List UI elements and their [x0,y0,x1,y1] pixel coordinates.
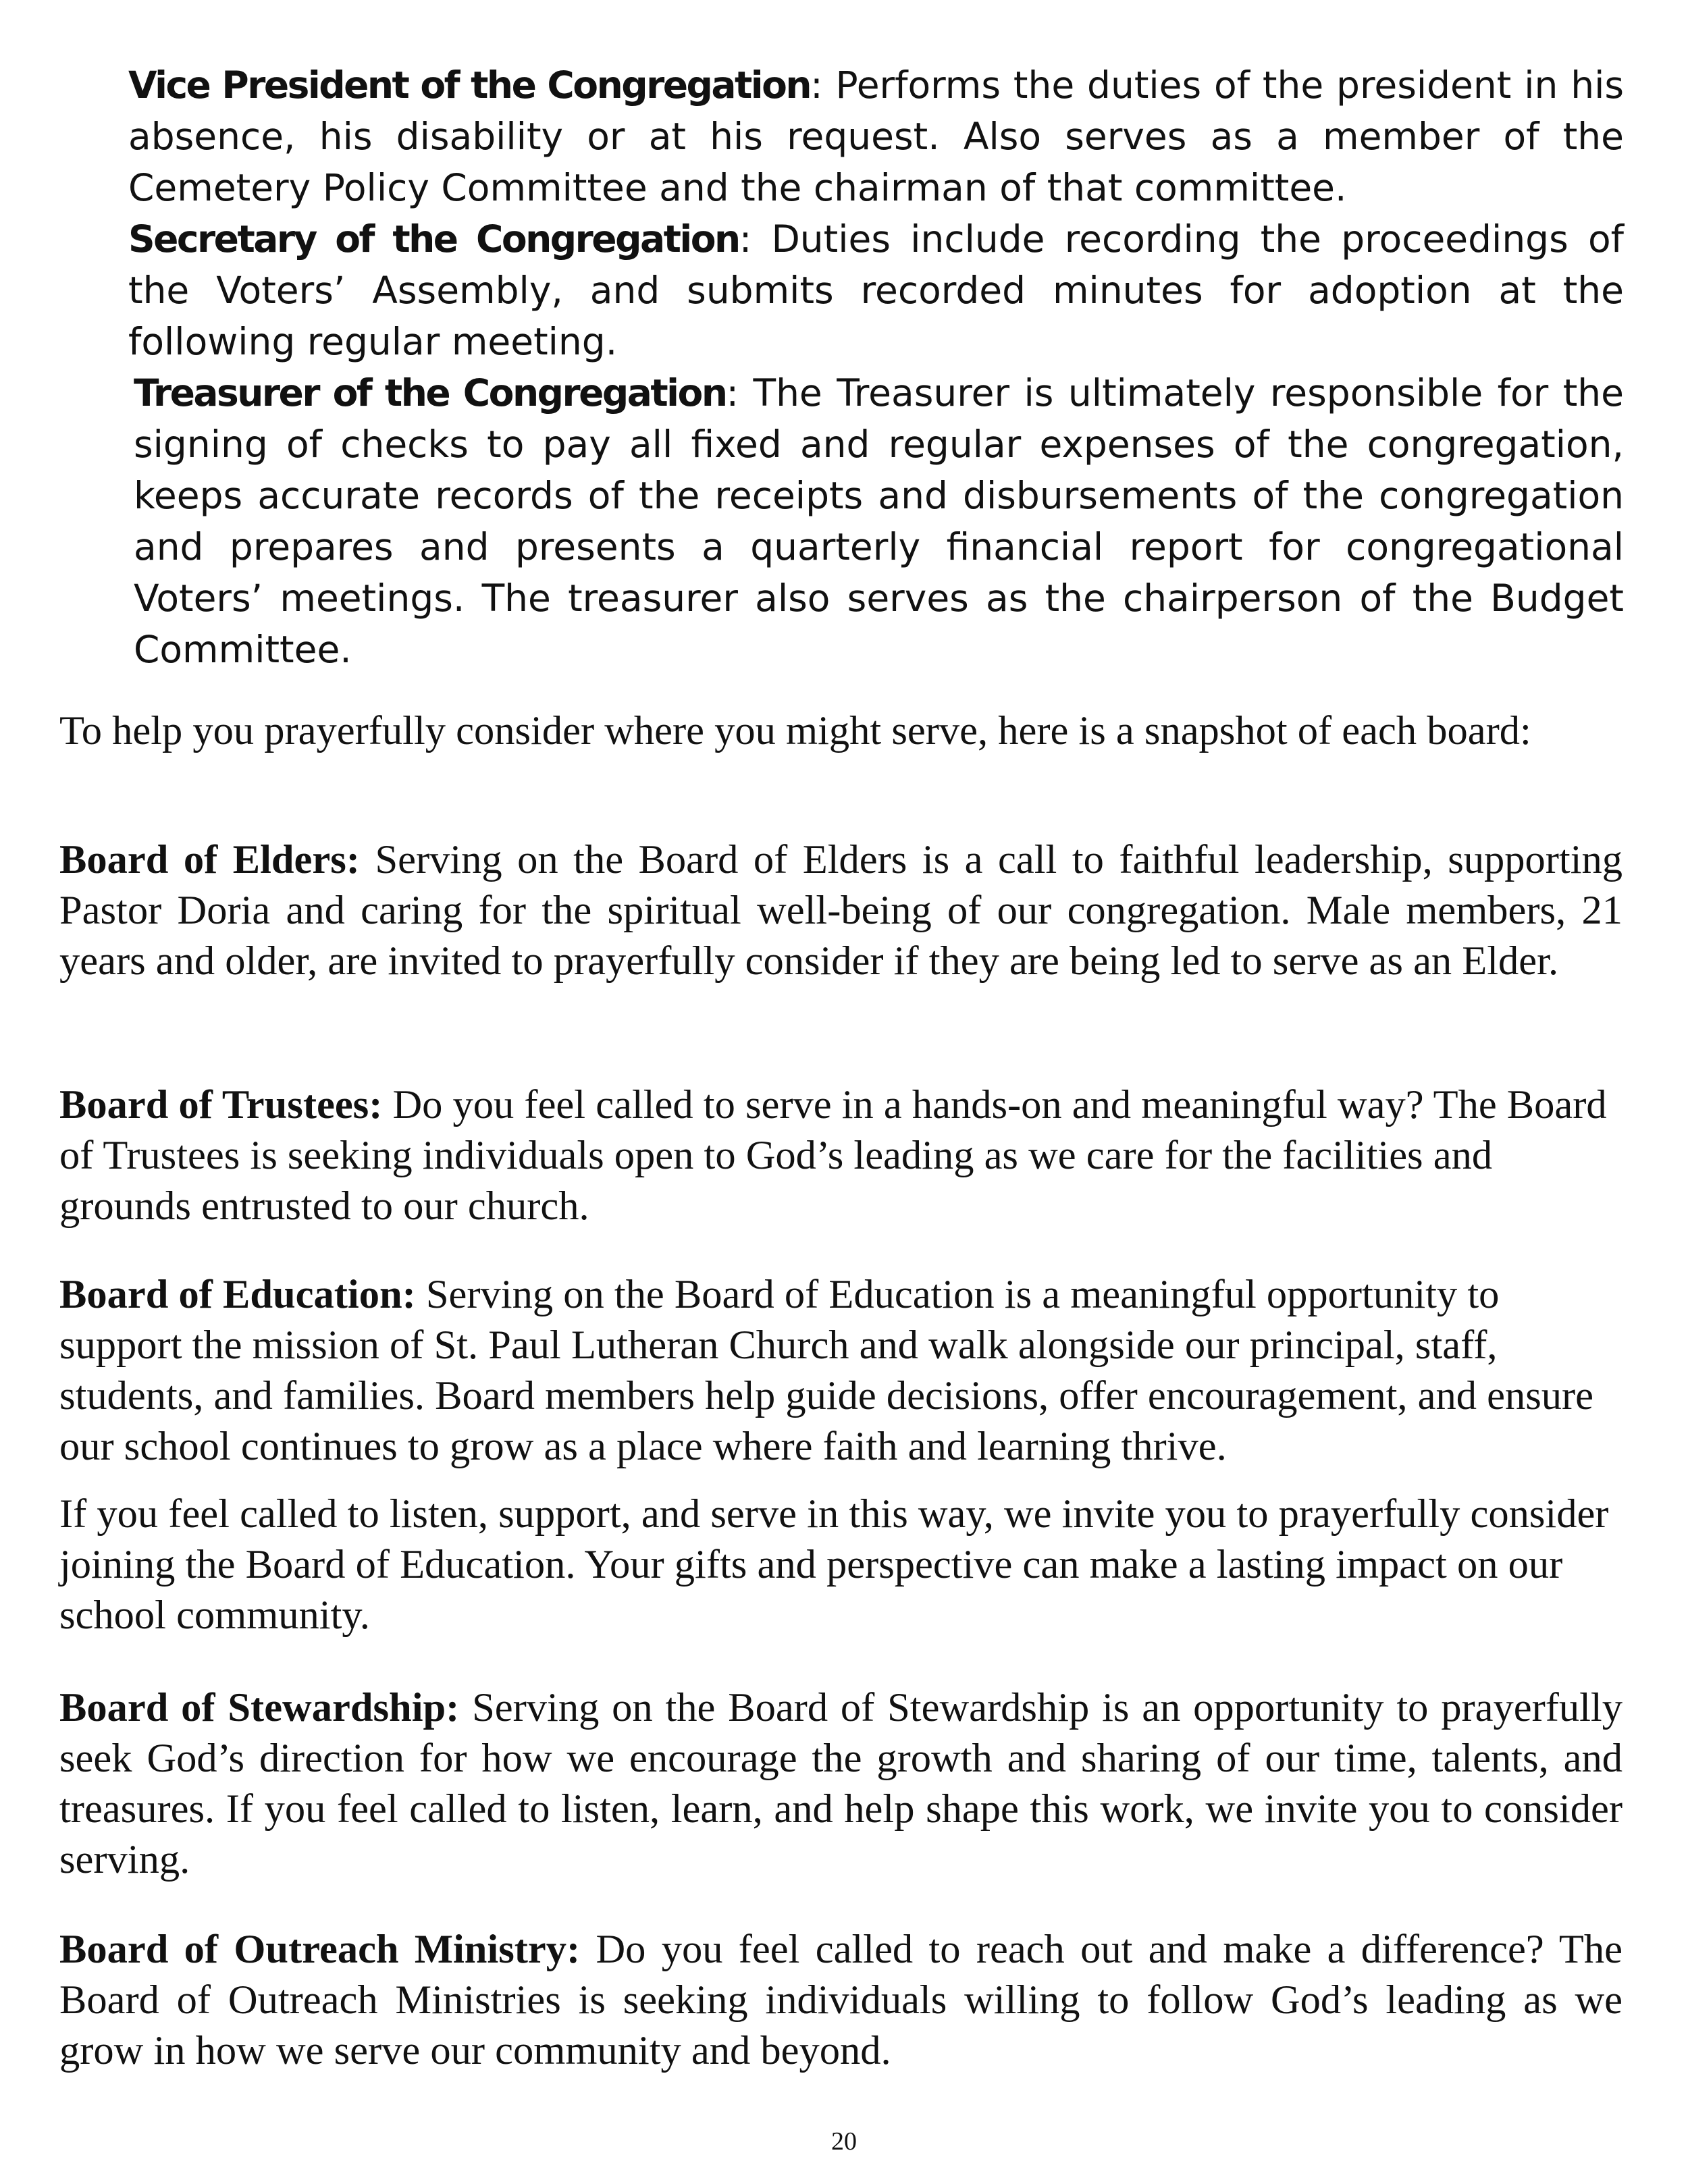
board-trustees-label: Board of Trustees: [59,1082,383,1127]
board-elders-paragraph [59,834,1623,986]
board-trustees-text: Do you feel called to serve in a hands-on and meaningful way? The Board of Trustees is seeking individuals open to God’s leading as we care for the facilities and grounds entrusted to our church. [59,1082,1607,1229]
board-outreach-paragraph [59,1924,1623,2076]
page-number: 20 [831,2127,857,2156]
board-elders-text: Serving on the Board of Elders is a call to faithful leadership, supporting Pastor Doria and caring for the spiritual well-being of our congregation. Male members, 21 years and older, are invited to prayerfully consider if they are being led to serve as an Elder. [59,837,1623,984]
treasurer-label: Treasurer of the Congregation [134,371,727,415]
board-stewardship-paragraph [59,1682,1623,1885]
intro-paragraph: To help you prayerfully consider where you might serve, here is a snapshot of each board: [59,708,1531,753]
board-education-paragraph [59,1269,1623,1472]
secretary-text: : Duties include recording the proceedings of the Voters’ Assembly, and submits recorded minutes for adoption at the following regular meeting. [128,217,1624,363]
vice-president-text: : Performs the duties of the president in his absence, his disability or at his request. Also serves as a member of the Cemetery Policy Committee and the chairman of that committee. [128,63,1624,209]
board-education-invite-paragraph [59,1489,1623,1641]
board-education-text: Serving on the Board of Education is a meaningful opportunity to support the mission of St. Paul Lutheran Church and walk alongside our principal, staff, students, and families. Board members help guide decisions, offer encouragement, and ensure our school continues to grow as a place where faith and learning thrive. [59,1272,1593,1469]
board-outreach-label: Board of Outreach Ministry: [59,1927,581,1972]
board-education-label: Board of Education: [59,1272,416,1317]
treasurer-text: : The Treasurer is ultimately responsible for the signing of checks to pay all fixed and regular expenses of the congregation, keeps accurate records of the receipts and disbursements of the congregation and prepares and presents a quarterly financial report for congregational Voters’ meetings. The treasurer also serves as the chairperson of the Budget Committee. [134,371,1624,671]
board-education-invite-text: If you feel called to listen, support, and serve in this way, we invite you to prayerfully consider joining the Board of Education. Your gifts and perspective can make a lasting impact on our school community. [59,1491,1609,1638]
secretary-paragraph [128,213,1624,367]
treasurer-paragraph [134,367,1624,675]
board-elders-label: Board of Elders: [59,837,360,882]
board-outreach-text: Do you feel called to reach out and make a difference? The Board of Outreach Ministries is seeking individuals willing to follow God’s leading as we grow in how we serve our community and beyond. [59,1927,1623,2073]
vice-president-paragraph [128,59,1624,213]
board-trustees-paragraph [59,1080,1623,1231]
board-stewardship-label: Board of Stewardship: [59,1685,460,1730]
board-stewardship-text: Serving on the Board of Stewardship is an opportunity to prayerfully seek God’s direction for how we encourage the growth and sharing of our time, talents, and treasures. If you feel called to listen, learn, and help shape this work, we invite you to consider serving. [59,1685,1623,1882]
vice-president-label: Vice President of the Congregation [128,63,811,107]
officer-descriptions [128,59,1624,675]
secretary-label: Secretary of the Congregation [128,217,739,261]
